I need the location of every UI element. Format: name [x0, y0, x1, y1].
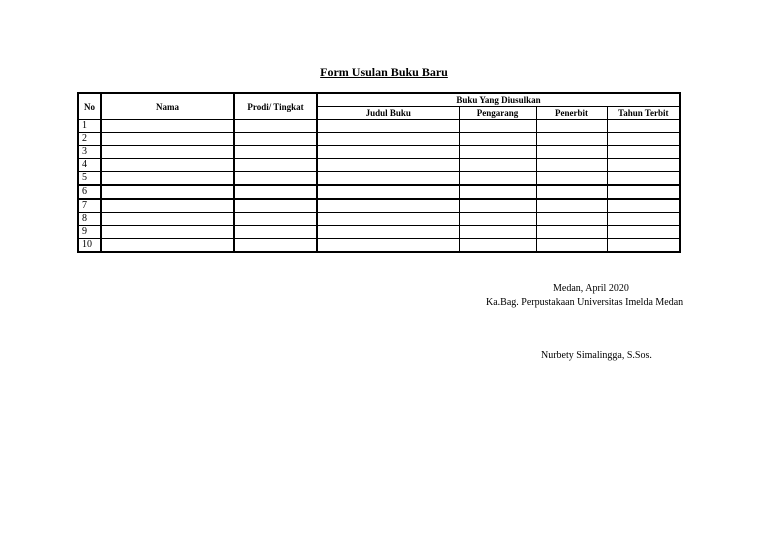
cell-judul[interactable]	[317, 199, 459, 213]
cell-judul[interactable]	[317, 159, 459, 172]
table-row	[78, 213, 680, 226]
header-tahun-terbit: Tahun Terbit	[607, 107, 680, 120]
cell-pengarang[interactable]	[459, 146, 536, 159]
cell-judul[interactable]	[317, 239, 459, 253]
cell-tahun[interactable]	[607, 159, 680, 172]
cell-tahun[interactable]	[607, 120, 680, 133]
cell-pengarang[interactable]	[459, 199, 536, 213]
table-row	[78, 199, 680, 213]
cell-prodi[interactable]	[234, 159, 317, 172]
cell-penerbit[interactable]	[536, 172, 607, 186]
form-title: Form Usulan Buku Baru	[320, 65, 448, 79]
row-number: 4	[78, 159, 101, 172]
cell-nama[interactable]	[101, 146, 234, 159]
cell-prodi[interactable]	[234, 133, 317, 146]
cell-nama[interactable]	[101, 172, 234, 186]
cell-nama[interactable]	[101, 159, 234, 172]
signature-place-date: Medan, April 2020	[553, 283, 629, 294]
table-row	[78, 146, 680, 159]
cell-nama[interactable]	[101, 226, 234, 239]
cell-prodi[interactable]	[234, 146, 317, 159]
cell-nama[interactable]	[101, 133, 234, 146]
cell-tahun[interactable]	[607, 146, 680, 159]
table-row	[78, 133, 680, 146]
cell-nama[interactable]	[101, 213, 234, 226]
cell-penerbit[interactable]	[536, 120, 607, 133]
cell-judul[interactable]	[317, 172, 459, 186]
cell-tahun[interactable]	[607, 185, 680, 199]
cell-nama[interactable]	[101, 185, 234, 199]
cell-pengarang[interactable]	[459, 133, 536, 146]
table-row	[78, 120, 680, 133]
cell-prodi[interactable]	[234, 199, 317, 213]
cell-tahun[interactable]	[607, 239, 680, 253]
table-row	[78, 226, 680, 239]
table-row	[78, 239, 680, 253]
cell-penerbit[interactable]	[536, 185, 607, 199]
cell-judul[interactable]	[317, 185, 459, 199]
signature-role: Ka.Bag. Perpustakaan Universitas Imelda Medan	[486, 297, 684, 308]
cell-penerbit[interactable]	[536, 239, 607, 253]
cell-tahun[interactable]	[607, 199, 680, 213]
cell-pengarang[interactable]	[459, 213, 536, 226]
cell-nama[interactable]	[101, 199, 234, 213]
header-prodi: Prodi/ Tingkat	[234, 93, 317, 120]
cell-tahun[interactable]	[607, 226, 680, 239]
cell-penerbit[interactable]	[536, 213, 607, 226]
header-penerbit: Penerbit	[536, 107, 607, 120]
row-number: 2	[78, 133, 101, 146]
cell-prodi[interactable]	[234, 120, 317, 133]
cell-nama[interactable]	[101, 120, 234, 133]
cell-nama[interactable]	[101, 239, 234, 253]
table-row	[78, 159, 680, 172]
cell-penerbit[interactable]	[536, 159, 607, 172]
cell-penerbit[interactable]	[536, 146, 607, 159]
cell-pengarang[interactable]	[459, 120, 536, 133]
cell-judul[interactable]	[317, 226, 459, 239]
cell-prodi[interactable]	[234, 213, 317, 226]
table-row	[78, 172, 680, 186]
header-no: No	[78, 93, 101, 120]
cell-judul[interactable]	[317, 213, 459, 226]
cell-prodi[interactable]	[234, 172, 317, 186]
cell-prodi[interactable]	[234, 239, 317, 253]
header-judul-buku: Judul Buku	[317, 107, 459, 120]
cell-penerbit[interactable]	[536, 226, 607, 239]
row-number: 6	[78, 185, 101, 199]
cell-penerbit[interactable]	[536, 199, 607, 213]
cell-pengarang[interactable]	[459, 185, 536, 199]
cell-pengarang[interactable]	[459, 239, 536, 253]
row-number: 3	[78, 146, 101, 159]
cell-pengarang[interactable]	[459, 226, 536, 239]
header-nama: Nama	[101, 93, 234, 120]
cell-pengarang[interactable]	[459, 159, 536, 172]
cell-judul[interactable]	[317, 120, 459, 133]
row-number: 9	[78, 226, 101, 239]
cell-tahun[interactable]	[607, 133, 680, 146]
cell-judul[interactable]	[317, 146, 459, 159]
cell-tahun[interactable]	[607, 172, 680, 186]
row-number: 10	[78, 239, 101, 253]
row-number: 5	[78, 172, 101, 186]
signature-name: Nurbety Simalingga, S.Sos.	[541, 350, 652, 361]
cell-pengarang[interactable]	[459, 172, 536, 186]
book-request-table	[77, 92, 681, 253]
header-pengarang: Pengarang	[459, 107, 536, 120]
cell-prodi[interactable]	[234, 185, 317, 199]
row-number: 7	[78, 199, 101, 213]
row-number: 1	[78, 120, 101, 133]
cell-prodi[interactable]	[234, 226, 317, 239]
header-buku-diusulkan: Buku Yang Diusulkan	[317, 93, 680, 107]
row-number: 8	[78, 213, 101, 226]
cell-judul[interactable]	[317, 133, 459, 146]
table-row	[78, 185, 680, 199]
cell-penerbit[interactable]	[536, 133, 607, 146]
cell-tahun[interactable]	[607, 213, 680, 226]
